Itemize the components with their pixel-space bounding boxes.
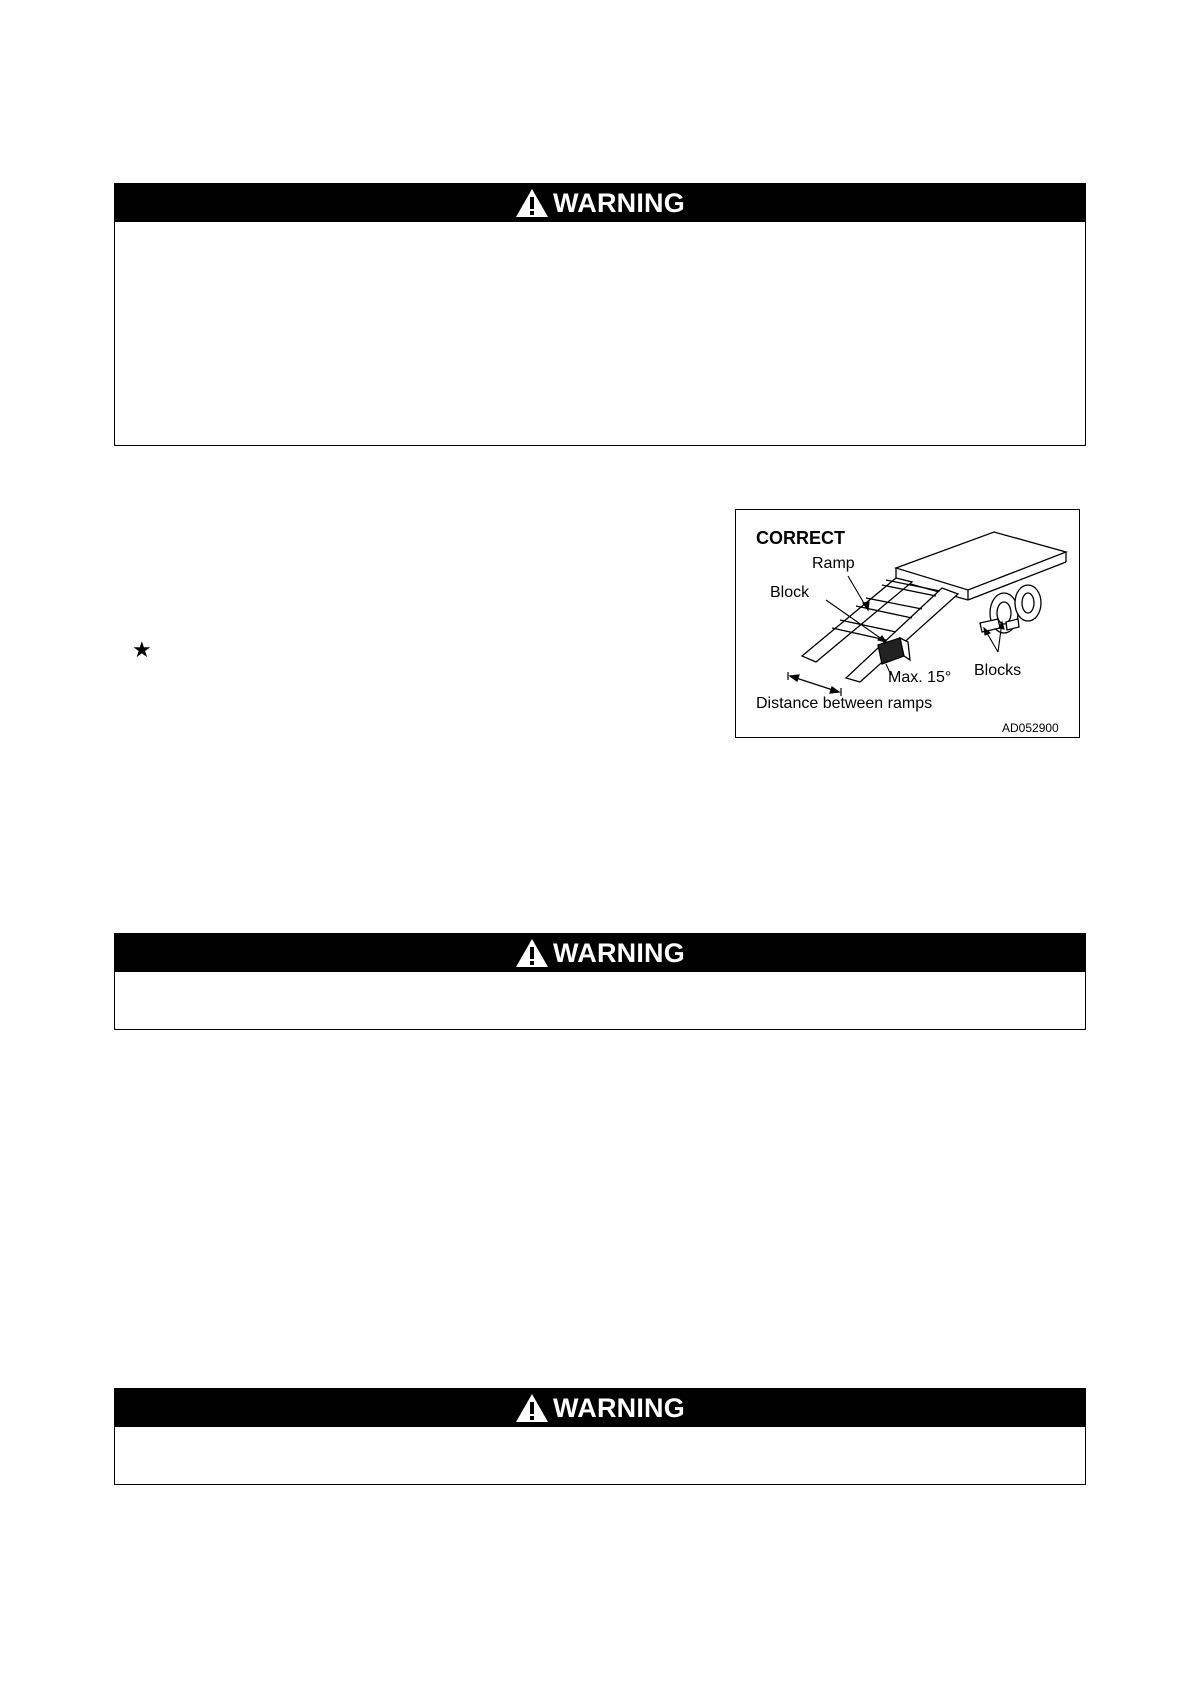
block-label: Block [770, 584, 810, 601]
distance-label: Distance between ramps [756, 695, 933, 712]
star-bullet-icon: ★ [132, 638, 152, 663]
warning-triangle-icon [515, 938, 549, 968]
warning-header [115, 934, 1085, 972]
ramps-illustration [802, 578, 958, 682]
ramp-label: Ramp [812, 555, 855, 572]
warning-title: WARNING [553, 187, 685, 218]
figure-code: AD052900 [1002, 721, 1059, 735]
warning-triangle-icon [515, 188, 549, 218]
warning-box-1 [114, 183, 1086, 446]
warning-title: WARNING [553, 937, 685, 968]
warning-triangle-icon [515, 1393, 549, 1423]
warning-box-2 [114, 933, 1086, 1030]
figure-title: CORRECT [756, 528, 845, 548]
warning-box-3 [114, 1388, 1086, 1485]
warning-title: WARNING [553, 1392, 685, 1423]
blocks-label: Blocks [974, 662, 1022, 679]
ramp-loading-figure [735, 509, 1080, 738]
distance-dimension [788, 672, 841, 696]
warning-header [115, 1389, 1085, 1427]
max-angle-label: Max. 15° [888, 669, 952, 686]
warning-header [115, 184, 1085, 222]
